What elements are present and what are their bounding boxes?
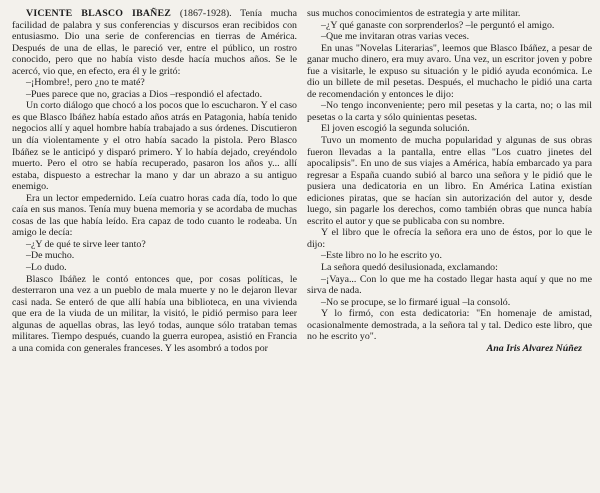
paragraph: En unas "Novelas Literarias", leemos que Blasco Ibáñez, a pesar de ganar mucho dinero, era muy avaro. Una vez, un escritor joven y pobre fue a visitarle, le expuso su situación y le pidió ayuda económica. Le dio un billete de mil pesetas. Después, el muchacho le pidió una carta de recomendación y entonces le dijo: [307,42,592,100]
left-column [12,8,297,354]
paragraph: –No se procupe, se lo firmaré igual –la consoló. [321,296,511,308]
paragraph: Era un lector empedernido. Leía cuatro horas cada día, todo lo que caía en sus manos. Tenía muy buena memoria y se acordaba de muchas cosas de las que había leído. Era capaz de todo cuanto le rodeaba. Un amigo le decía: [12,192,297,239]
paragraph: –Este libro no lo he escrito yo. [321,250,442,262]
paragraph: –¿Y de qué te sirve leer tanto? [26,238,146,250]
paragraph: VICENTE BLASCO IBAÑEZ (1867-1928). Tenía mucha facilidad de palabra y sus conferencias y discursos eran recibidos con entusiasmo. Dio una serie de conferencias en tierras de América. Después de una de ellas, le pareció ver, entre el público, un rostro conocido, pero que no había visto desde hacía muchos años. Se le acercó, vio que, en efecto, era él y le gritó: [12,8,297,77]
paragraph: La señora quedó desilusionada, exclamando: [321,262,498,274]
paragraph: –¿Y qué ganaste con sorprenderlos? –le perguntó el amigo. [321,19,555,31]
paragraph: Tuvo un momento de mucha popularidad y algunas de sus obras fueron llevadas a la pantalla, entre ellas "Los cuatro jinetes del apocalipsis". En uno de sus viajes a América, había embarcado ya para regresar a España cuando subió al barco una señora y le pidió que le pusiera una dedicatoria en un libro. En América Latina existían ediciones piratas, que se hacían sin autorización del autor y, desde luego, sin pagarle los derechos, como también obras que nunca había escrito el autor y que se publicaba con su nombre. [307,135,592,227]
paragraph: –Pues parece que no, gracias a Dios –respondió el afectado. [26,88,263,100]
paragraph: Blasco Ibáñez le contó entonces que, por cosas políticas, le desterraron una vez a un pueblo de mala muerte y no le dejaron llevar casi nada. Se enteró de que allí había una biblioteca, en una vivienda que era de la viuda de un militar, la visitó, le pidió permiso para leer algunas de aquellas obras, las leyó todas, aunque sólo trataban temas militares. Tiempo después, cuando la guerra europea, asistió en Francia a una comida con generales franceses. Y les asombró a todos por [12,273,297,354]
paragraph: Y el libro que le ofrecía la señora era uno de éstos, por lo que le dijo: [307,227,592,250]
paragraph: El joven escogió la segunda solución. [321,123,470,135]
author-signature: Ana Iris Alvarez Núñez [486,342,582,354]
paragraph: –¡Vaya... Con lo que me ha costado llegar hasta aquí y que no me sirva de nada. [307,273,592,297]
right-column [307,8,592,354]
paragraph: Y lo firmó, con esta dedicatoria: "En homenaje de amistad, ocasionalmente demostrada, a la señora tal y tal. Dedico este libro, que no he escrito yo". [307,308,592,343]
paragraph: –No tengo inconveniente; pero mil pesetas y la carta, no; o las mil pesetas o la carta y sólo quinientas pesetas. [307,100,592,123]
paragraph: Un corto diálogo que chocó a los pocos que lo escucharon. Y el caso es que Blasco Ibáñez había estado años atrás en Patagonia, había tenido negocios allí y aquel hombre había trabajado a sus órdenes. Discutieron un día violentamente y el otro había sacado la pistola. Pero Blasco Ibáñez se le anticipó y disparó primero. Y lo había dejado, creyéndolo muerto. Pero el otro se había recuperado, pasaron los años y... allí estaba, dispuesto a estrechar la mano y dar un abrazo a su antiguo enemigo. [12,100,297,193]
author-name: VICENTE BLASCO IBAÑEZ [26,8,172,19]
paragraph: –¡Hombre!, pero ¿no te maté? [26,77,145,89]
paragraph: –Lo dudo. [26,262,67,274]
paragraph: sus muchos conocimientos de estrategia y arte militar. [307,8,521,19]
paragraph: –De mucho. [26,250,75,262]
paragraph: –Que me invitaran otras varias veces. [321,31,470,43]
